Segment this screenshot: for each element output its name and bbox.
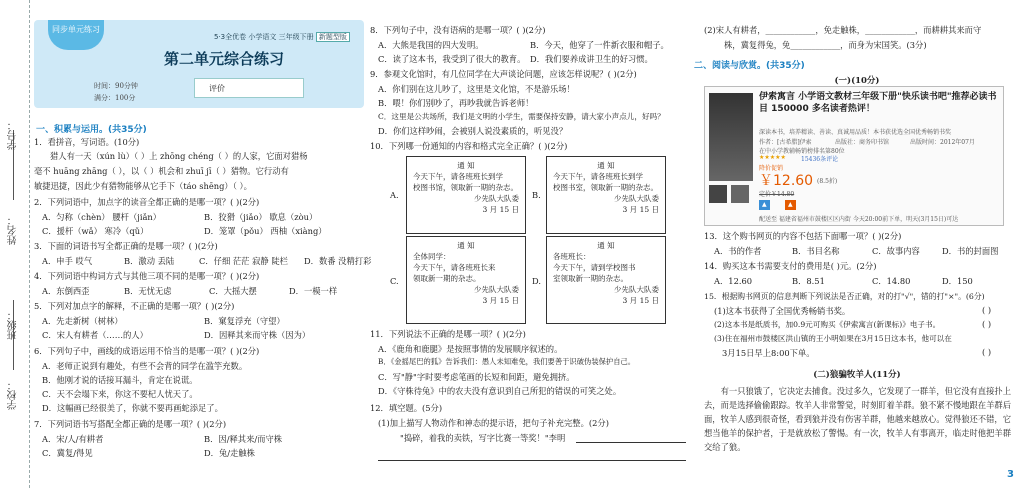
option[interactable]: C．冀复/得见 <box>42 448 93 458</box>
option[interactable]: C．读了这本书，我受到了很大的教育。 <box>378 54 526 64</box>
rating-stars-icon: ★★★★★ <box>759 154 786 161</box>
book-publisher: 出版社：商务印书馆 <box>835 139 890 146</box>
option[interactable]: A．东倒西歪 <box>42 286 90 296</box>
name-label: 姓名： <box>8 215 19 245</box>
unit-banner <box>34 20 364 108</box>
question-1-line-1: 猎人有一天（xún lù）（ ）上 zhōng chéng（ ）的人家，它面对猎杨 <box>50 151 308 161</box>
page-title: 第二单元综合练习 <box>164 50 285 68</box>
notice-c[interactable]: 通 知 全体同学： 今天下午，请各班班长来 领取新一期的杂志。 少先队大队委 3 月 15 日 <box>406 236 526 324</box>
score-box[interactable]: 评价 <box>194 78 304 98</box>
question-12-prompt: "捣碎，着我的卖铁，写字比赛一等奖！"李明 <box>400 433 566 443</box>
notice-c-label[interactable]: C. <box>390 276 399 286</box>
sync-badge: 同步单元练习 <box>48 20 104 50</box>
book-title[interactable]: 伊索寓言 小学语文教材三年级下册"快乐读书吧"推荐必读书目 150000 多名读者热评！ <box>759 92 997 114</box>
question-6: 6．下列句子中，画线的成语运用不恰当的是哪一项？( )(2分) <box>34 346 260 356</box>
option[interactable]: A．匀称（chèn） 腰杆（jiǎn） <box>42 212 162 222</box>
middle-page <box>370 0 688 488</box>
question-13: 13．这个购书网页的内容不包括下面哪一项？( )(2分) <box>704 231 902 241</box>
book-reviews[interactable]: 15436条评论 <box>801 156 839 163</box>
option[interactable]: B．因/释其来/而守株 <box>204 434 283 444</box>
question-10: 10．下列哪一份通知的内容和格式完全正确？( )(2分) <box>370 141 568 151</box>
statement: (2)这本书是纸质书，加0.9元可购买《伊索寓言(新课标)》电子书。 <box>714 320 941 329</box>
option[interactable]: B．喂！你们别吵了，再吵我就告诉老师！ <box>378 98 534 108</box>
option[interactable]: C．仔细 茫茫 寂静 陡栏 <box>199 256 288 266</box>
option[interactable]: D．我们要养成讲卫生的好习惯。 <box>530 54 653 64</box>
option[interactable]: D．你们这样吵闹，会被别人说没素质的，听见没？ <box>378 126 568 136</box>
option[interactable]: A．12.60 <box>714 276 753 286</box>
option[interactable]: A．老师正说到有趣处，有些不会背的同学在滥竽充数。 <box>42 361 248 371</box>
option[interactable]: B．窠复浮充（守望） <box>204 316 285 326</box>
option[interactable]: D．数番 没精打彩 <box>304 256 372 266</box>
book-price: ￥12.60 <box>759 173 814 189</box>
left-page <box>34 0 372 488</box>
option[interactable]: D．《守株待兔》中的农夫没有意识到自己所犯的错误的可笑之处。 <box>378 386 622 396</box>
option[interactable]: C．14.80 <box>872 276 911 286</box>
answer-blank[interactable]: ( ) <box>982 305 992 315</box>
option[interactable]: C．天不会塌下来，你这不要杞人忧天了。 <box>42 389 198 399</box>
option[interactable]: B．他刚才说的话接耳漏斗，肯定在说谎。 <box>42 375 198 385</box>
notice-b-label[interactable]: B. <box>532 190 541 200</box>
option[interactable]: C．写"静"字时要考虑笔画的长短和间距，避免拥挤。 <box>378 372 575 382</box>
option[interactable]: D．兔/走触株 <box>204 448 255 458</box>
notice-b[interactable]: 通 知 今天下午，请各班班长到学 校图书室，领取新一期的杂志。 少先队大队委 3 月 15 日 <box>546 156 666 234</box>
answer-line[interactable] <box>378 460 686 461</box>
id-label: 学号： <box>8 120 19 150</box>
question-14: 14．购买这本书需要支付的费用是( )元。(2分) <box>704 261 877 271</box>
answer-blank[interactable]: ( ) <box>982 319 992 329</box>
option[interactable]: D．因释其来而守株（因为） <box>204 330 311 340</box>
book-author: 作者：[古希腊]伊索 <box>759 139 812 146</box>
answer-line[interactable] <box>576 442 686 443</box>
answer-blank[interactable]: ( ) <box>982 347 992 357</box>
question-12-part-2: (2)宋人有耕者，____________，免走触株，____________，而耕耕其来而守 <box>704 25 982 35</box>
statement: (1)这本书获得了全国优秀畅销书奖。 <box>714 306 851 316</box>
option[interactable]: A．大熊是我国的四大发明。 <box>378 40 484 50</box>
question-9: 9．参观文化馆时，有几位同学在大声谈论问题，应该怎样说呢？( )(2分) <box>370 69 637 79</box>
class-label: 班级： <box>8 310 19 340</box>
question-12-part-1: (1)加上描写人物动作和神态的提示语，把句子补充完整。(2分) <box>378 418 609 428</box>
reading-part-1: (一)(10分) <box>834 76 880 86</box>
question-5: 5．下列对加点字的解释，不正确的是哪一项？( )(2分) <box>34 301 235 311</box>
right-page <box>692 0 1022 488</box>
option[interactable]: D．这幅画已经很美了，你就不要再画蛇添足了。 <box>42 403 223 413</box>
option[interactable]: D．书的封面图 <box>942 246 999 256</box>
option[interactable]: A．《鹿角和鹿腿》是按照事情的发展顺序叙述的。 <box>378 344 563 354</box>
option[interactable]: C．大摇大摆 <box>209 286 257 296</box>
option[interactable]: D．笼罩（pǒu） 西柚（xiàng） <box>204 226 327 236</box>
option[interactable]: C．援杆（wǎ） 寒冷（qǔ） <box>42 226 149 236</box>
question-12: 12．填空题。(5分) <box>370 403 443 413</box>
option[interactable]: B．无忧无虑 <box>124 286 172 296</box>
notice-d-label[interactable]: D. <box>532 276 541 286</box>
option[interactable]: A．宋/人/有耕者 <box>42 434 104 444</box>
statement: 3月15日早上8:00下单。 <box>722 348 815 358</box>
question-1: 1．看拼音，写词语。(10分) <box>34 137 140 147</box>
question-12-part-2-cont: 株，冀复得兔，免____________，而身为宋国笑。(3分) <box>724 40 927 50</box>
book-date: 出版时间：2012年07月 <box>910 139 975 146</box>
option[interactable]: B．8.51 <box>792 276 825 286</box>
option[interactable]: A．申手 哎气 <box>42 256 93 266</box>
question-2: 2．下列词语中，加点字的读音全都正确的是哪一项？( )(2分) <box>34 197 260 207</box>
question-8: 8．下列句子中，没有语病的是哪一项？( )(2分) <box>370 25 546 35</box>
book-header: 5·3全优卷 小学语文 三年级下册 新题型版 <box>214 32 350 42</box>
book-discount: (8.5折) <box>817 178 838 185</box>
price-label: 降价促销 <box>759 165 784 172</box>
book-webpage <box>704 86 1004 226</box>
binding-margin <box>0 0 30 488</box>
section-1-heading: 一、积累与运用。(共35分) <box>36 125 147 135</box>
book-rank: 在中小学教辅畅销榜排名第80位 <box>759 148 845 155</box>
section-2-heading: 二、阅读与欣赏。(共35分) <box>694 61 805 71</box>
option[interactable]: B．狡猾（jiǎo） 歇息（zòu） <box>204 212 318 222</box>
option[interactable]: D．150 <box>942 276 973 286</box>
time-and-score: 时间：90分钟 满分：100分 <box>94 82 138 102</box>
question-4: 4．下列词语中构词方式与其他三项不同的是哪一项？( )(2分) <box>34 271 260 281</box>
book-blurb: 深读本书，培养精读、善读、真诚用品质！本书获优选全国优秀畅销书奖 <box>759 129 952 136</box>
add-to-cart-button[interactable]: ▲ <box>785 200 796 210</box>
notice-a[interactable]: 通 知 今天下午，请各班班长到学 校图书馆，领取新一期的杂志。 少先队大队委 3 月 15 日 <box>406 156 526 234</box>
question-3: 3．下面的词语书写全都正确的是哪一项？( )(2分) <box>34 241 218 251</box>
notice-d[interactable]: 通 知 各班班长： 今天下午，请到学校图书 室领取新一期的杂志。 少先队大队委 3 月 15 日 <box>546 236 666 324</box>
option[interactable]: D．一模一样 <box>289 286 338 296</box>
option[interactable]: A．先走新树（树林） <box>42 316 123 326</box>
buy-button[interactable]: ▲ <box>759 200 770 210</box>
question-15: 15．根据购书网页的信息判断下列说法是否正确，对的打"√"，错的打"×"。(6分) <box>704 292 985 301</box>
school-label: 学校： <box>8 380 19 410</box>
book-original-price: 定价￥14.80 <box>759 191 795 198</box>
option[interactable]: C．故事内容 <box>872 246 920 256</box>
option[interactable]: B．书目名称 <box>792 246 840 256</box>
option[interactable]: A．书的作者 <box>714 246 762 256</box>
question-11: 11．下列说法不正确的是哪一项？( )(2分) <box>370 329 526 339</box>
book-cover-image <box>709 93 753 181</box>
delivery-info: 配送至 福建省福州市鼓楼区区内街 今天20:00前下单，明天(3月15日)可达 <box>759 216 959 223</box>
option[interactable]: C．这里是公共场所，我们是文明的小学生，需要保持安静，请大家小声点儿，好吗？ <box>378 112 665 121</box>
statement: (3)住在福州市鼓楼区洪山镇的王小明如果在3月15日这本书，他可以在 <box>714 334 952 343</box>
thumbnail[interactable] <box>731 185 749 203</box>
option[interactable]: B．激动 丢陆 <box>124 256 175 266</box>
option[interactable]: A．你们别在这儿吵了，这里是文化馆，不是游乐场！ <box>378 84 575 94</box>
question-7: 7．下列词语书写搭配全都正确的是哪一项？( )(2分) <box>34 419 227 429</box>
reading-part-2: (二)狼骗牧羊人(11分) <box>813 370 901 380</box>
question-1-line-2: 毫不 huāng zhāng（ ），以（ ）机会和 zhuī jī（ ）猎物。它行动有 <box>34 166 289 176</box>
thumbnail[interactable] <box>709 185 727 203</box>
option[interactable]: C．宋人有耕者（……的人） <box>42 330 148 340</box>
option[interactable]: B．《金摇尾巴的狐》告诉我们：愚人未知难免，我们要善于识破伪装保护自己。 <box>378 357 636 366</box>
page-number: 3 <box>1007 469 1014 480</box>
question-1-line-3: 敏捷迅捷，因此少有猎物能够从它手下（táo shēng）（ ）。 <box>34 181 252 191</box>
story-paragraph: 有一只狼饿了，它决定去捕食。没过多久，它发现了一群羊，但它没有直接扑上去，而是选择偷偷跟踪。牧羊人非常警觉，时刻盯着羊群。狼不紧不慢地跟在羊群后面，牧羊人感到很奇怪，看到狼并没有伤害羊群，他越来越放心。觉得狼还不错，它想当他羊的保护者，于是就放松了警惕。有一次，牧羊人有事离开，临走时他把羊群交给了狼。 <box>704 386 1011 452</box>
option[interactable]: B．今天，他穿了一件新衣服和帽子。 <box>530 40 669 50</box>
notice-a-label[interactable]: A. <box>390 190 399 200</box>
